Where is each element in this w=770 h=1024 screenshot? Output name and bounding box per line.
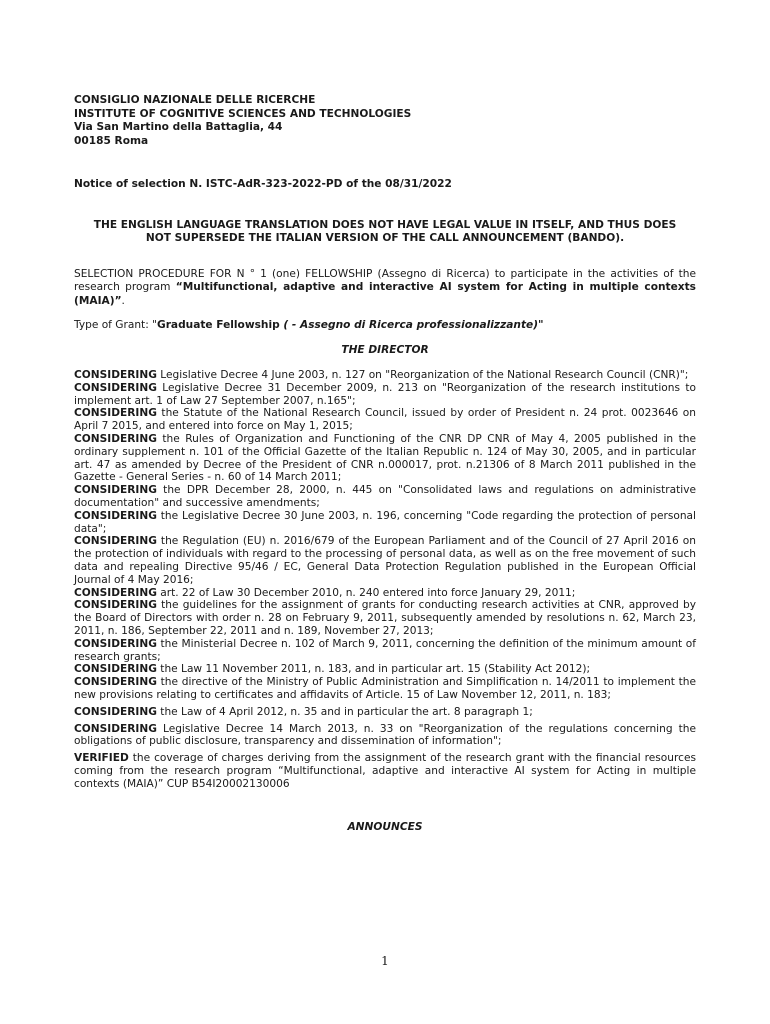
grant-type	[74, 319, 696, 333]
institution-header	[74, 94, 696, 148]
consideration-item: CONSIDERING the Legislative Decree 30 June 2003, n. 196, concerning "Code regarding the protection of personal data";	[74, 509, 696, 535]
document-body	[74, 94, 696, 834]
consideration-item: CONSIDERING Legislative Decree 31 December 2009, n. 213 on "Reorganization of the research institutions to implement art. 1 of Law 27 September 2007, n.165";	[74, 381, 696, 407]
consideration-item: CONSIDERING the DPR December 28, 2000, n. 445 on "Consolidated laws and regulations on administrative documentation" and successive amendments;	[74, 484, 696, 509]
consideration-item: CONSIDERING the Rules of Organization and Functioning of the CNR DP CNR of May 4, 2005 published in the ordinary supplement n. 101 of the Official Gazette of the Italian Republic n. 124 of May 30, 2005, and in particular art. 47 as amended by Decree of the President of CNR n.000017, prot. n.21306 of 8 March 2011 published in the Gazette - General Series - n. 60 of 14 March 2011;	[74, 432, 696, 484]
considerations-list	[74, 369, 696, 791]
selection-text: SELECTION PROCEDURE FOR N ° 1 (one) FELLOWSHIP (Assegno di Ricerca) to participate in the activities of the research program	[74, 267, 696, 293]
director-heading: THE DIRECTOR	[341, 343, 429, 356]
announces-heading: ANNOUNCES	[347, 820, 423, 833]
header-line-city: 00185 Roma	[74, 134, 149, 147]
notice-of-selection: Notice of selection N. ISTC-AdR-323-2022-PD of the 08/31/2022	[74, 178, 452, 190]
translation-disclaimer: THE ENGLISH LANGUAGE TRANSLATION DOES NOT HAVE LEGAL VALUE IN ITSELF, AND THUS DOES NOT SUPERSEDE THE ITALIAN VERSION OF THE CALL ANNOUNCEMENT (BANDO).	[93, 218, 677, 244]
grant-close-quote: "	[538, 319, 544, 331]
verified-item: VERIFIED the coverage of charges deriving from the assignment of the research grant with the financial resources coming from the research program “Multifunctional, adaptive and interactive AI system for Acting in multiple contexts (MAIA)” CUP B54I20002130006	[74, 752, 696, 790]
consideration-item: CONSIDERING the Law of 4 April 2012, n. 35 and in particular the art. 8 paragraph 1;	[74, 705, 533, 718]
consideration-item: CONSIDERING Legislative Decree 4 June 2003, n. 127 on "Reorganization of the National Research Council (CNR)";	[74, 369, 689, 381]
header-line-institute: INSTITUTE OF COGNITIVE SCIENCES AND TECHNOLOGIES	[74, 107, 412, 120]
program-name: “Multifunctional, adaptive and interactive AI system for Acting in multiple contexts (MAIA)”	[74, 281, 696, 307]
grant-label: Type of Grant: "	[74, 319, 158, 331]
header-line-address: Via San Martino della Battaglia, 44	[74, 121, 283, 133]
grant-type-value: Graduate Fellowship	[157, 319, 280, 331]
page-number: 1	[381, 954, 389, 968]
consideration-item: CONSIDERING Legislative Decree 14 March 2013, n. 33 on "Reorganization of the regulations concerning the obligations of public disclosure, transparency and dissemination of information";	[74, 722, 696, 748]
header-line-institution: CONSIGLIO NAZIONALE DELLE RICERCHE	[74, 94, 316, 106]
selection-procedure	[74, 268, 696, 309]
consideration-item: CONSIDERING the guidelines for the assignment of grants for conducting research activities at CNR, approved by the Board of Directors with order n. 28 on February 9, 2011, subsequently amended by resolutions n. 62, March 23, 2011, n. 186, September 22, 2011 and n. 189, November 27, 2013;	[74, 599, 696, 637]
consideration-item: CONSIDERING art. 22 of Law 30 December 2010, n. 240 entered into force January 29, 2011;	[74, 586, 576, 599]
consideration-item: CONSIDERING the Regulation (EU) n. 2016/679 of the European Parliament and of the Council of 27 April 2016 on the protection of individuals with regard to the processing of personal data, as well as on the free movement of such data and repealing Directive 95/46 / EC, General Data Protection Regulation published in the European Official Journal of 4 May 2016;	[74, 535, 696, 586]
consideration-item: CONSIDERING the Ministerial Decree n. 102 of March 9, 2011, concerning the definition of the minimum amount of research grants;	[74, 637, 696, 663]
grant-type-detail: ( - Assegno di Ricerca professionalizzante)	[279, 319, 539, 331]
selection-end: .	[121, 294, 125, 307]
consideration-item: CONSIDERING the Statute of the National Research Council, issued by order of President n. 24 prot. 0023646 on April 7 2015, and entered into force on May 1, 2015;	[74, 407, 696, 433]
consideration-item: CONSIDERING the directive of the Ministry of Public Administration and Simplification n. 14/2011 to implement the new provisions relating to certificates and affidavits of Article. 15 of Law November 12, 2011, n. 183;	[74, 676, 696, 701]
consideration-item: CONSIDERING the Law 11 November 2011, n. 183, and in particular art. 15 (Stability Act 2012);	[74, 663, 591, 676]
